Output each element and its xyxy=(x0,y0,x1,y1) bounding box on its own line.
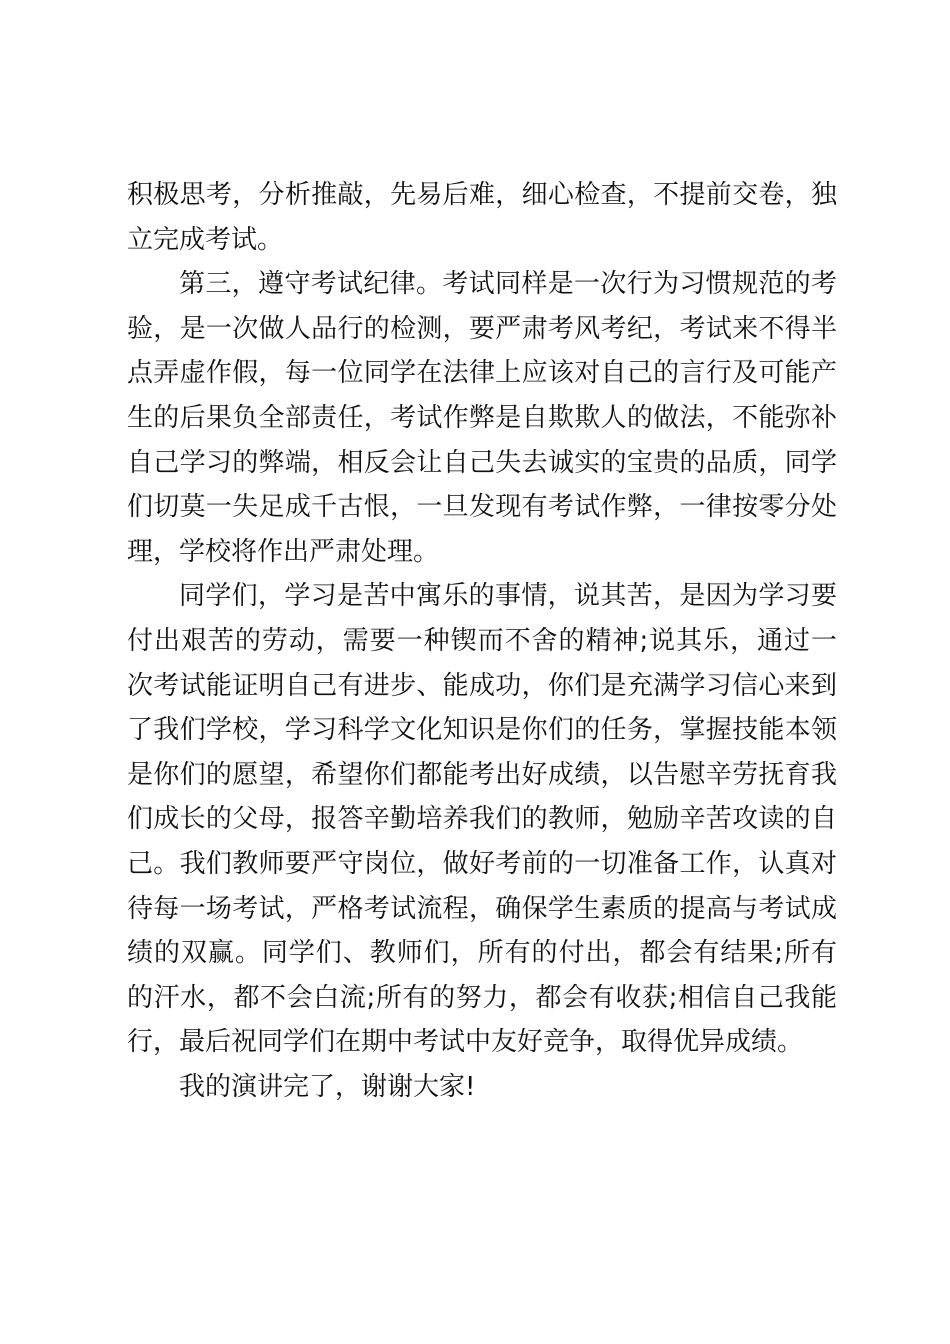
paragraph-4: 我的演讲完了，谢谢大家! xyxy=(179,1071,476,1102)
paragraph-2: 第三，遵守考试纪律。考试同样是一次行为习惯规范的考验，是一次做人品行的检测，要严肃考风考纪，考试来不得半点弄虚作假，每一位同学在法律上应该对自己的言行及可能产生的后果负全部责任，考试作弊是自欺欺人的做法，不能弥补自己学习的弊端，相反会让自己失去诚实的宝贵的品质，同学们切莫一失足成千古恨，一旦发现有考试作弊，一律按零分处理，学校将作出严肃处理。 xyxy=(127,269,837,567)
paragraph-1: 积极思考，分析推敲，先易后难，细心检查，不提前交卷，独立完成考试。 xyxy=(127,180,837,255)
document-body xyxy=(127,173,837,1109)
paragraph-3: 同学们，学习是苦中寓乐的事情，说其苦，是因为学习要付出艰苦的劳动，需要一种锲而不舍的精神;说其乐，通过一次考试能证明自己有进步、能成功，你们是充满学习信心来到了我们学校，学习科学文化知识是你们的任务，掌握技能本领是你们的愿望，希望你们都能考出好成绩，以告慰辛劳抚育我们成长的父母，报答辛勤培养我们的教师，勉励辛苦攻读的自己。我们教师要严守岗位，做好考前的一切准备工作，认真对待每一场考试，严格考试流程，确保学生素质的提高与考试成绩的双赢。同学们、教师们，所有的付出，都会有结果;所有的汗水，都不会白流;所有的努力，都会有收获;相信自己我能行，最后祝同学们在期中考试中友好竞争，取得优异成绩。 xyxy=(127,581,837,1058)
